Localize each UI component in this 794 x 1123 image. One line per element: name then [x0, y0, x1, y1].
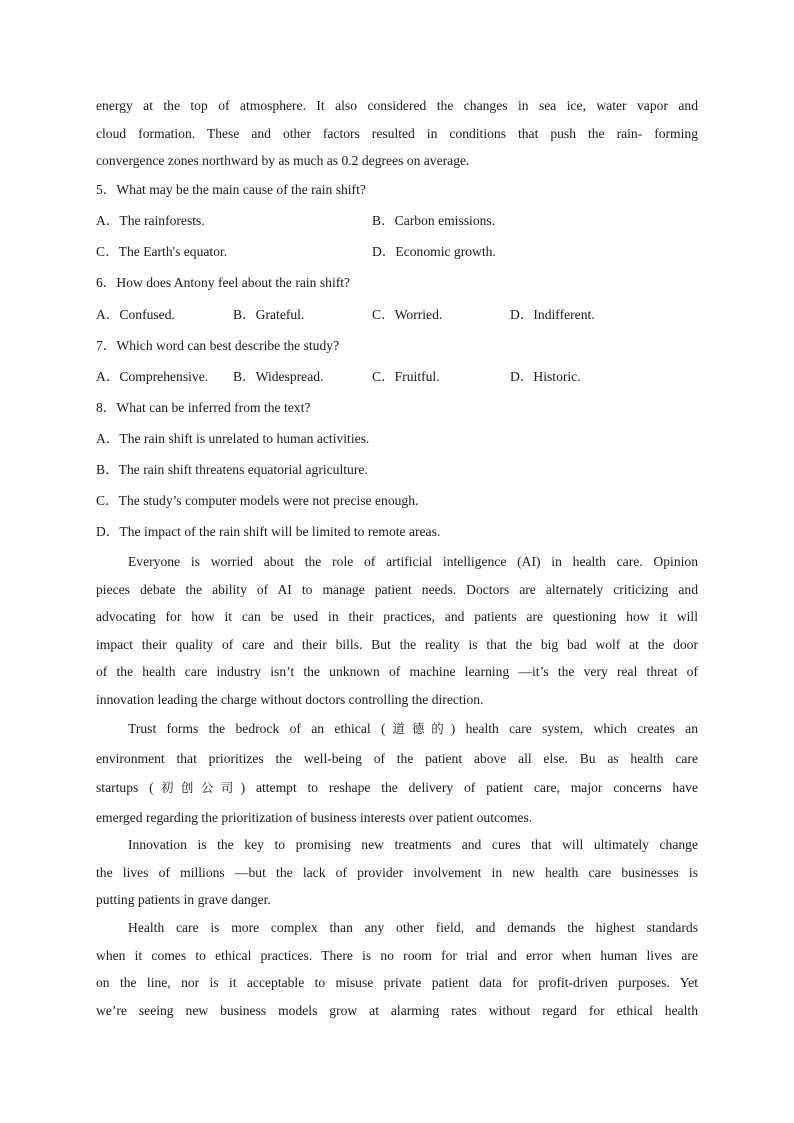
question-7-option-a[interactable]: A．Comprehensive.: [96, 369, 209, 384]
question-8-option-d[interactable]: D．The impact of the rain shift will be limited to remote areas.: [96, 524, 441, 539]
intro-line-3: convergence zones northward by as much as 0.2 degrees on average.: [96, 153, 470, 168]
question-6-stem: 6．How does Antony feel about the rain shift?: [96, 275, 351, 290]
question-5-stem: 5．What may be the main cause of the rain shift?: [96, 182, 366, 197]
question-6-option-c[interactable]: C．Worried.: [372, 307, 443, 322]
p2-line-1-text-a: Trust forms the bedrock of an ethical (: [128, 721, 386, 736]
passage-p3-line-3: putting patients in grave danger.: [96, 892, 271, 907]
p2-line-3-text-a: startups (: [96, 780, 154, 795]
question-5-option-c[interactable]: C．The Earth's equator.: [96, 244, 228, 259]
passage-p1-line-4: impact their quality of care and their bills. But the reality is that the big bad wolf at the door: [96, 637, 698, 652]
chinese-gloss-startups: 初创公司: [153, 780, 241, 795]
passage-p3-line-1: Innovation is the key to promising new treatments and cures that will ultimately change: [128, 837, 698, 852]
passage-p2-line-2: environment that prioritizes the well-being of the patient above all else. Bu as health care: [96, 751, 698, 766]
p2-line-3-text-b: ) attempt to reshape the delivery of patient care, major concerns have: [240, 780, 698, 795]
question-6-option-a[interactable]: A．Confused.: [96, 307, 175, 322]
p2-line-1-text-b: ) health care system, which creates an: [450, 721, 698, 736]
passage-p2-line-4: emerged regarding the prioritization of business interests over patient outcomes.: [96, 810, 533, 825]
passage-p1-line-3: advocating for how it can be used in their practices, and patients are questioning how it will: [96, 609, 698, 624]
question-8-option-c[interactable]: C．The study’s computer models were not precise enough.: [96, 493, 419, 508]
passage-p2-line-3: [96, 779, 698, 797]
passage-p4-line-1: Health care is more complex than any other field, and demands the highest standards: [128, 920, 698, 935]
question-7-stem: 7．Which word can best describe the study?: [96, 338, 340, 353]
question-5-option-b[interactable]: B．Carbon emissions.: [372, 213, 496, 228]
chinese-gloss-ethical: 道德的: [385, 721, 451, 736]
question-8-stem: 8．What can be inferred from the text?: [96, 400, 311, 415]
question-8-option-b[interactable]: B．The rain shift threatens equatorial agriculture.: [96, 462, 368, 477]
passage-p4-line-4: we’re seeing new business models grow at alarming rates without regard for ethical health: [96, 1003, 698, 1018]
passage-p1-line-1: Everyone is worried about the role of artificial intelligence (AI) in health care. Opinion: [128, 554, 698, 569]
passage-p1-line-6: innovation leading the charge without doctors controlling the direction.: [96, 692, 484, 707]
passage-p1-line-5: of the health care industry isn’t the unknown of machine learning —it’s the very real threat of: [96, 664, 698, 679]
passage-p3-line-2: the lives of millions —but the lack of provider involvement in new health care businesses is: [96, 865, 698, 880]
question-6-option-b[interactable]: B．Grateful.: [233, 307, 305, 322]
passage-p4-line-3: on the line, nor is it acceptable to misuse private patient data for profit-driven purposes. Yet: [96, 975, 698, 990]
passage-p1-line-2: pieces debate the ability of AI to manage patient needs. Doctors are alternately criticizing and: [96, 582, 698, 597]
question-5-option-d[interactable]: D．Economic growth.: [372, 244, 496, 259]
question-7-option-c[interactable]: C．Fruitful.: [372, 369, 440, 384]
passage-p4-line-2: when it comes to ethical practices. There is no room for trial and error when human lives are: [96, 948, 698, 963]
question-5-option-a[interactable]: A．The rainforests.: [96, 213, 205, 228]
passage-p2-line-1: [128, 720, 698, 738]
question-6-option-d[interactable]: D．Indifferent.: [510, 307, 595, 322]
question-8-option-a[interactable]: A．The rain shift is unrelated to human activities.: [96, 431, 370, 446]
question-7-option-d[interactable]: D．Historic.: [510, 369, 581, 384]
intro-line-1: energy at the top of atmosphere. It also considered the changes in sea ice, water vapor and: [96, 98, 698, 113]
question-7-option-b[interactable]: B．Widespread.: [233, 369, 324, 384]
intro-line-2: cloud formation. These and other factors resulted in conditions that push the rain- forming: [96, 126, 698, 141]
